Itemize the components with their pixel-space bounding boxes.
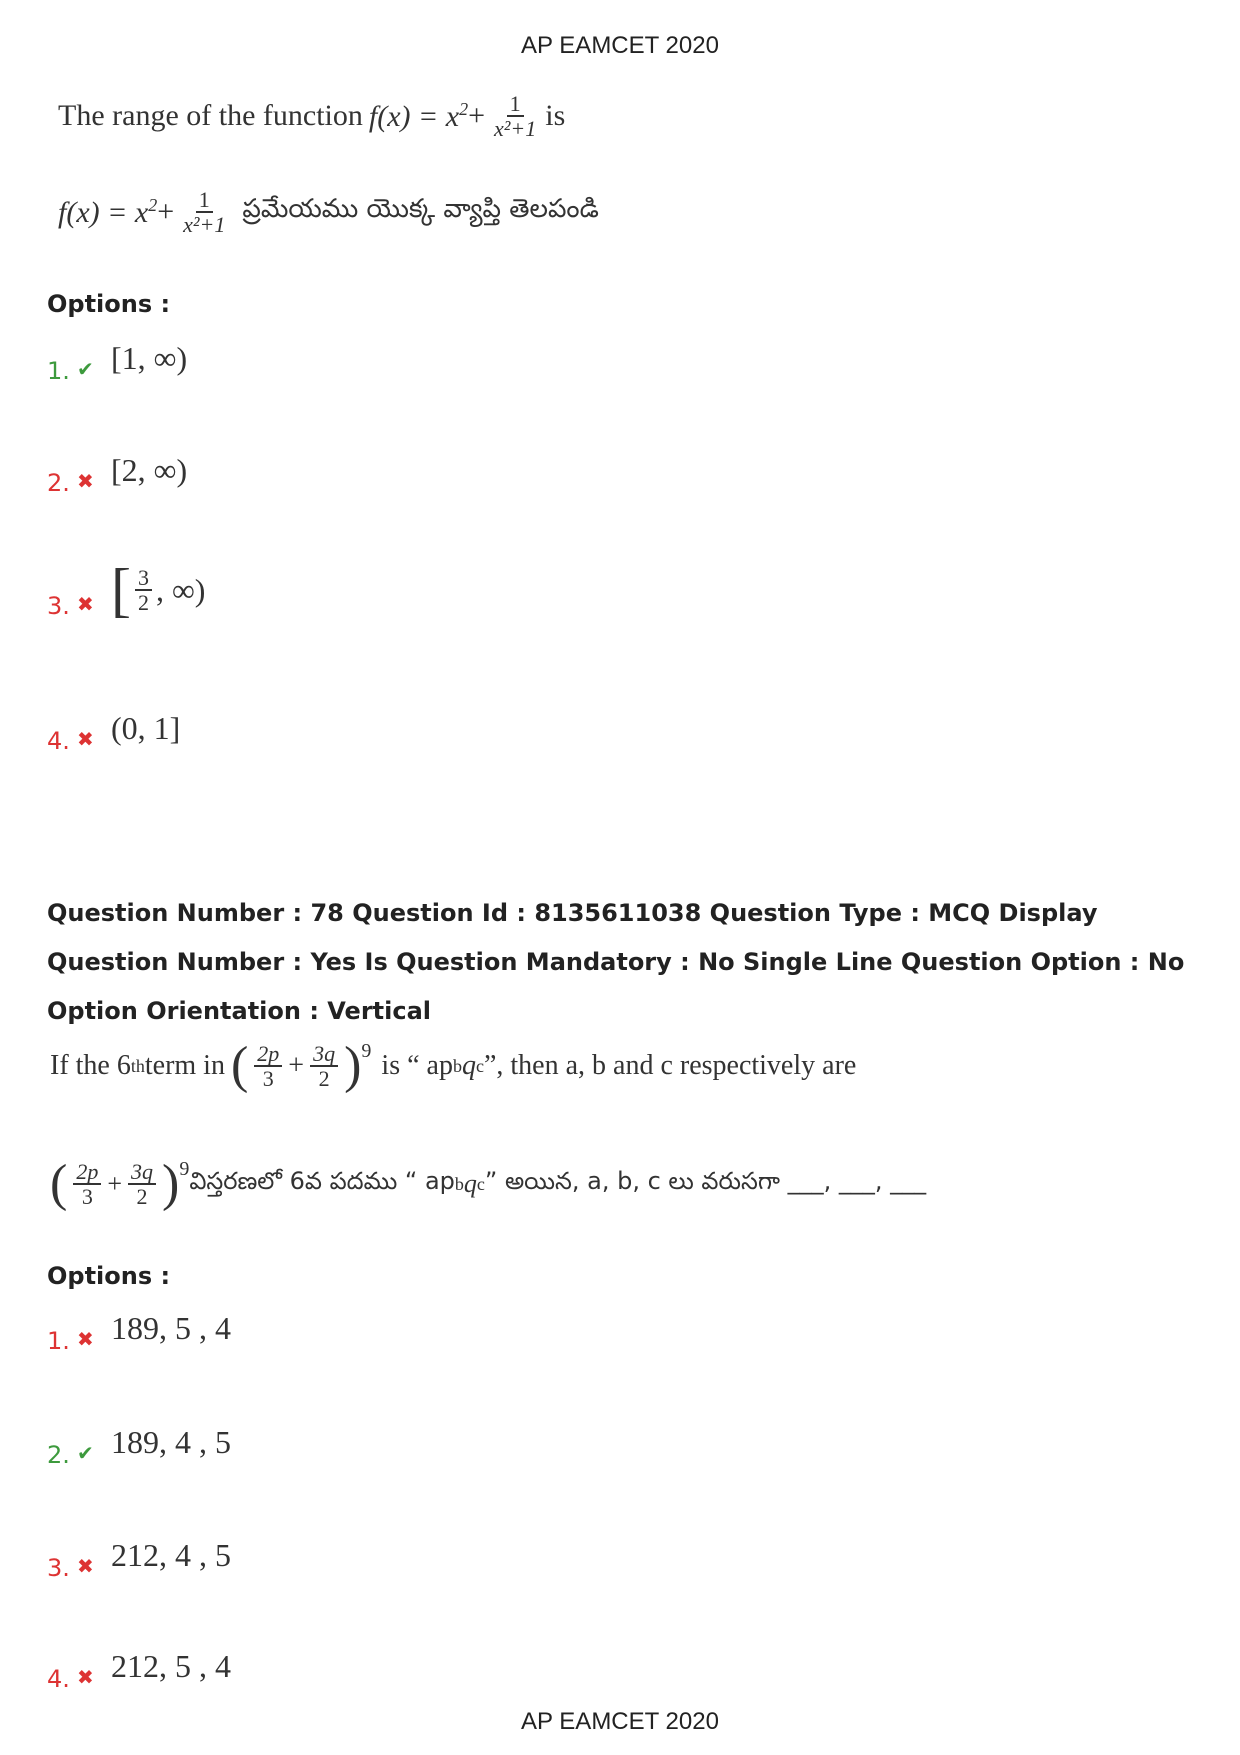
stem-text: The range of the function (58, 99, 363, 133)
option-value: 189, 4 , 5 (111, 1424, 231, 1460)
options-label: Options : (47, 1262, 171, 1290)
question-77-stem-english (58, 92, 565, 140)
cross-icon: ✖ (77, 1554, 94, 1578)
function-expression: $f(x) = x^2$ (368, 98, 469, 133)
option-2 (47, 452, 187, 497)
question-78-stem-telugu: ( $\frac{2p}{3}$ + $\frac{3q}{2}$ ) 9 విస్తరణలో 6వ పదము “ ap b q c ” అయిన, a, b, c లు వరుసగా ___, ___, ___ (50, 1155, 927, 1212)
option-4 (47, 710, 180, 755)
options-label: Options : (47, 290, 171, 318)
telugu-text: ప్రమేయము యొక్క వ్యాప్తి తెలపండి (242, 194, 599, 225)
cross-icon: ✖ (77, 1665, 94, 1689)
fraction: $\frac{1}{\text{x²+1}}$ (183, 187, 226, 238)
option-number: 2. (47, 1441, 70, 1469)
page-footer: AP EAMCET 2020 (521, 1708, 719, 1735)
option-value: 212, 5 , 4 (111, 1648, 231, 1684)
check-icon: ✔ (77, 357, 94, 381)
fraction: $\frac{3q}{2}$ (128, 1160, 156, 1208)
option-value: (0, 1] (111, 710, 181, 746)
telugu-text: విస్తరణలో 6వ పదము “ ap (189, 1167, 455, 1195)
cross-icon: ✖ (77, 1327, 94, 1351)
fraction: $\frac{2p}{3}$ (73, 1160, 101, 1208)
option-3 (47, 1537, 231, 1582)
fraction: $\frac{1}{\text{x²+1}}$ (494, 91, 537, 142)
cross-icon: ✖ (77, 592, 94, 616)
option-value: 212, 4 , 5 (111, 1537, 231, 1573)
telugu-text: ” అయిన, a, b, c లు వరుసగా ___, ___, ___ (484, 1167, 927, 1195)
stem-suffix: is (545, 99, 566, 133)
cross-icon: ✖ (77, 469, 94, 493)
option-value: [2, ∞) (111, 452, 188, 488)
function-expression: $f(x) = x^2$ (58, 194, 158, 229)
plus-sign: + (468, 99, 486, 133)
check-icon: ✔ (77, 1441, 94, 1465)
option-number: 2. (47, 469, 70, 497)
cross-icon: ✖ (77, 727, 94, 751)
option-number: 1. (47, 357, 70, 385)
option-number: 1. (47, 1327, 70, 1355)
option-1 (47, 340, 187, 385)
option-number: 3. (47, 592, 70, 620)
option-value: 189, 5 , 4 (111, 1310, 231, 1346)
option-value: [1, ∞) (111, 340, 188, 376)
option-number: 4. (47, 727, 70, 755)
option-3 (47, 557, 206, 623)
question-78-stem-english: If the 6 th term in ( $\frac{2p}{3}$ + $\frac{3q}{2}$ ) 9 is “ ap b q c ”, then a, b and c respectively are (50, 1037, 857, 1094)
question-77-stem-telugu (58, 188, 599, 236)
option-number: 3. (47, 1554, 70, 1582)
question-78-meta: Question Number : 78 Question Id : 8135611038 Question Type : MCQ Display Question Number : Yes Is Question Mandatory : No Single Line Question Option : No Option Orientation : Vertical (47, 899, 1185, 1025)
option-number: 4. (47, 1665, 70, 1693)
fraction: $\frac{2p}{3}$ (254, 1042, 282, 1090)
option-2 (47, 1424, 231, 1469)
fraction: $\frac{3q}{2}$ (310, 1042, 338, 1090)
option-1 (47, 1310, 231, 1355)
plus-sign: + (157, 195, 175, 229)
option-4 (47, 1648, 231, 1693)
option-value: [ $\frac{3}{2}$ , ∞) (111, 557, 206, 623)
page-header: AP EAMCET 2020 (521, 32, 719, 59)
